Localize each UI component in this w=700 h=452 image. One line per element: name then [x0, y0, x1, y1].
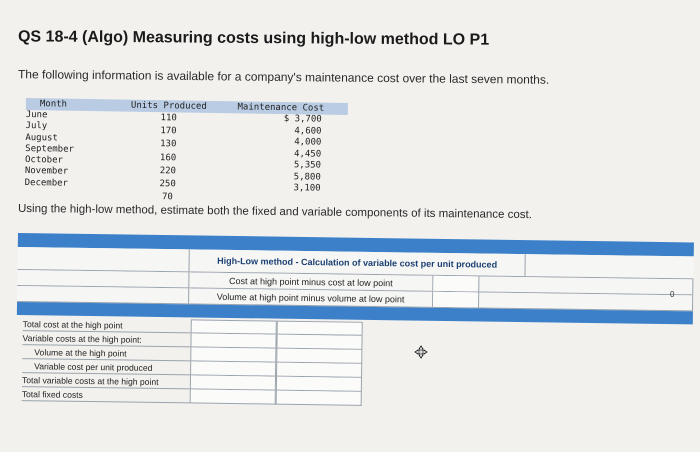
calc-row-2-label: Volume at high point minus volume at low point: [189, 288, 433, 306]
calc-row-2-input[interactable]: [433, 292, 479, 308]
units-cell: 250: [159, 179, 176, 190]
answer-input[interactable]: [190, 361, 276, 376]
page-title: QS 18-4 (Algo) Measuring costs using high-low method LO P1: [17, 28, 490, 49]
units-cell: 220: [159, 165, 177, 177]
units-cell: 130: [160, 139, 177, 150]
col-month: Month: [39, 99, 68, 110]
units-cell: 170: [160, 126, 177, 137]
worksheet: [15, 233, 694, 438]
col-cost: Maintenance Cost: [237, 102, 325, 114]
answer-input[interactable]: [191, 319, 277, 334]
units-column: [122, 112, 213, 206]
answer-input[interactable]: [190, 375, 276, 390]
variable-cost-per-unit-label: Variable cost per unit produced: [22, 359, 190, 375]
move-cursor-icon: [414, 345, 428, 359]
month-cell: December: [24, 177, 69, 189]
calc-title: High-Low method - Calculation of variable cost per unit produced: [189, 249, 525, 276]
computation-labels: [22, 317, 191, 403]
answer-input[interactable]: [276, 363, 362, 378]
answer-input[interactable]: [190, 347, 276, 362]
question-text: Using the high-low method, estimate both the fixed and variable components of its maintenance cost.: [17, 202, 533, 222]
month-cell: August: [25, 132, 58, 144]
month-cell: June: [25, 109, 48, 121]
answer-input[interactable]: [276, 377, 362, 392]
units-cell: 160: [159, 152, 177, 163]
cost-cell: 5,350: [293, 160, 322, 171]
cost-column: [212, 113, 347, 208]
month-cell: November: [24, 166, 69, 178]
cost-cell: 5,800: [293, 171, 321, 183]
answer-input[interactable]: [276, 391, 362, 406]
units-cell: 110: [160, 113, 177, 124]
cost-cell: 3,100: [293, 183, 321, 194]
month-column: [24, 110, 123, 204]
total-cost-high-label: Total cost at the high point: [23, 317, 191, 333]
answer-input[interactable]: [276, 349, 362, 364]
answer-column-2: [276, 321, 363, 406]
col-units: Units Produced: [130, 100, 207, 112]
units-cell: 70: [161, 192, 173, 203]
cost-cell: 4,000: [294, 137, 322, 148]
side-value: 0: [670, 290, 675, 299]
month-cell: September: [25, 143, 75, 155]
answer-input[interactable]: [190, 389, 276, 404]
intro-text: The following information is available for a company's maintenance cost over the last seven months.: [17, 67, 550, 87]
total-fixed-costs-label: Total fixed costs: [22, 387, 190, 403]
answer-input[interactable]: [276, 335, 362, 350]
answer-input[interactable]: [277, 321, 363, 336]
cost-cell: 4,600: [294, 125, 322, 137]
variable-costs-high-label: Variable costs at the high point:: [22, 331, 190, 347]
volume-high-label: Volume at the high point: [22, 345, 190, 361]
cost-cell: 4,450: [293, 148, 322, 160]
month-cell: July: [25, 121, 48, 132]
calc-row-1-label: Cost at high point minus cost at low point: [189, 272, 433, 290]
cost-cell: $ 3,700: [283, 114, 322, 125]
calc-row-1-input[interactable]: [433, 276, 479, 292]
answer-input[interactable]: [190, 333, 276, 348]
maintenance-data-table: [24, 98, 348, 207]
total-variable-costs-label: Total variable costs at the high point: [22, 373, 190, 389]
month-cell: October: [24, 155, 64, 166]
answer-column-1: [190, 319, 277, 404]
